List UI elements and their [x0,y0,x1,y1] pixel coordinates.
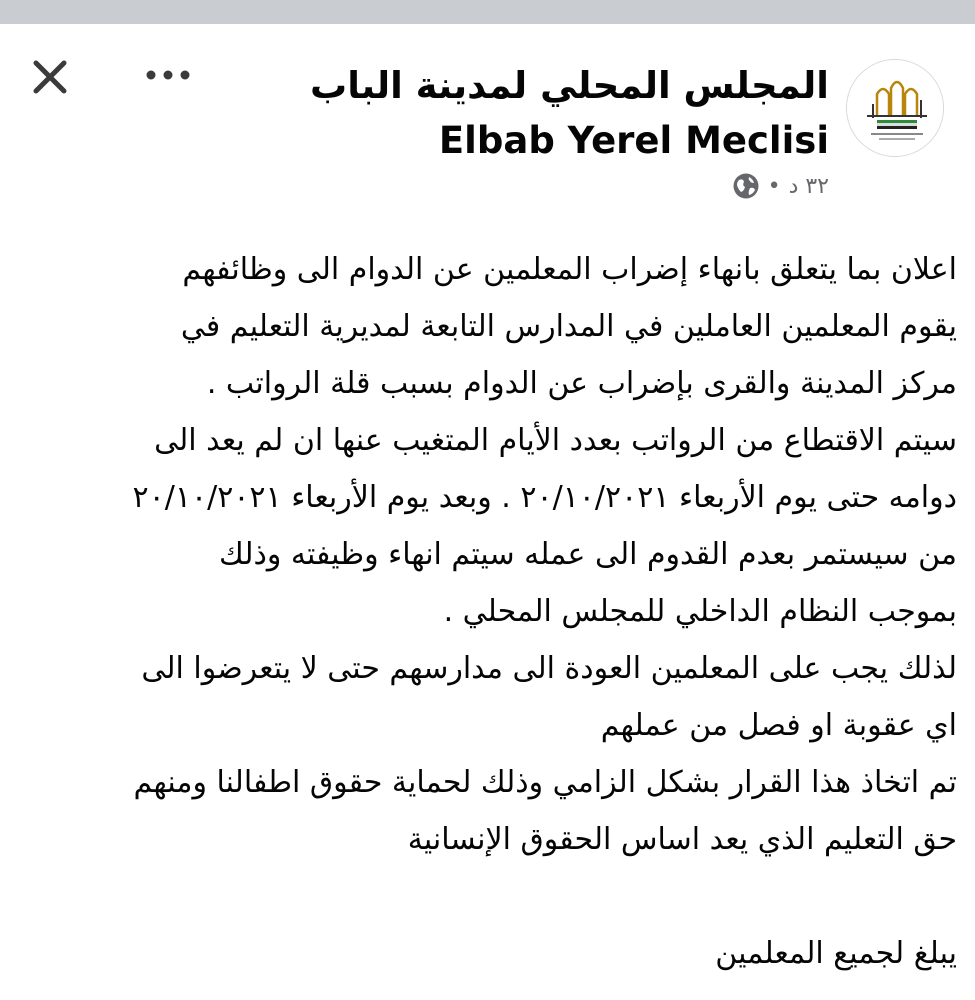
close-button[interactable] [28,55,72,99]
globe-icon[interactable] [732,172,760,200]
post-body [14,241,957,982]
paragraph-spacer [14,868,957,925]
post-line: يقوم المعلمين العاملين في المدارس التابعة لمديرية التعليم في [180,309,957,344]
post-meta [732,172,829,200]
post-line: اي عقوبة او فصل من عملهم [600,708,957,743]
elbab-council-logo [847,60,943,156]
post-line: لذلك يجب على المعلمين العودة الى مدارسهم حتى لا يتعرضوا الى [141,651,957,686]
post-line: بموجب النظام الداخلي للمجلس المحلي . [443,594,957,629]
post-timestamp[interactable]: ٣٢ د [788,173,829,199]
post-line: اعلان بما يتعلق بانهاء إضراب المعلمين عن الدوام الى وظائفهم [182,252,957,287]
post-line: حق التعليم الذي يعد اساس الحقوق الإنسانية [407,822,957,857]
post-line: من سيستمر بعدم القدوم الى عمله سيتم انهاء وظيفته وذلك [219,537,957,572]
meta-separator: • [767,173,781,199]
post-line: مركز المدينة والقرى بإضراب عن الدوام بسبب قلة الرواتب . [206,366,957,401]
post-line: تم اتخاذ هذا القرار بشكل الزامي وذلك لحماية حقوق اطفالنا ومنهم [133,765,957,800]
post-line: دوامه حتى يوم الأربعاء ٢٠/١٠/٢٠٢١ . وبعد يوم الأربعاء ٢٠/١٠/٢٠٢١ [132,480,957,515]
close-icon [30,57,70,97]
page-name[interactable]: المجلس المحلي لمدينة الباب Elbab Yerel Meclisi [310,64,829,162]
more-options-icon [145,69,191,81]
more-options-button[interactable] [140,58,196,92]
post-line: يبلغ لجميع المعلمين [715,936,957,971]
top-bar [0,0,975,24]
post-line: سيتم الاقتطاع من الرواتب بعدد الأيام المتغيب عنها ان لم يعد الى [154,423,957,458]
avatar[interactable] [846,59,944,157]
